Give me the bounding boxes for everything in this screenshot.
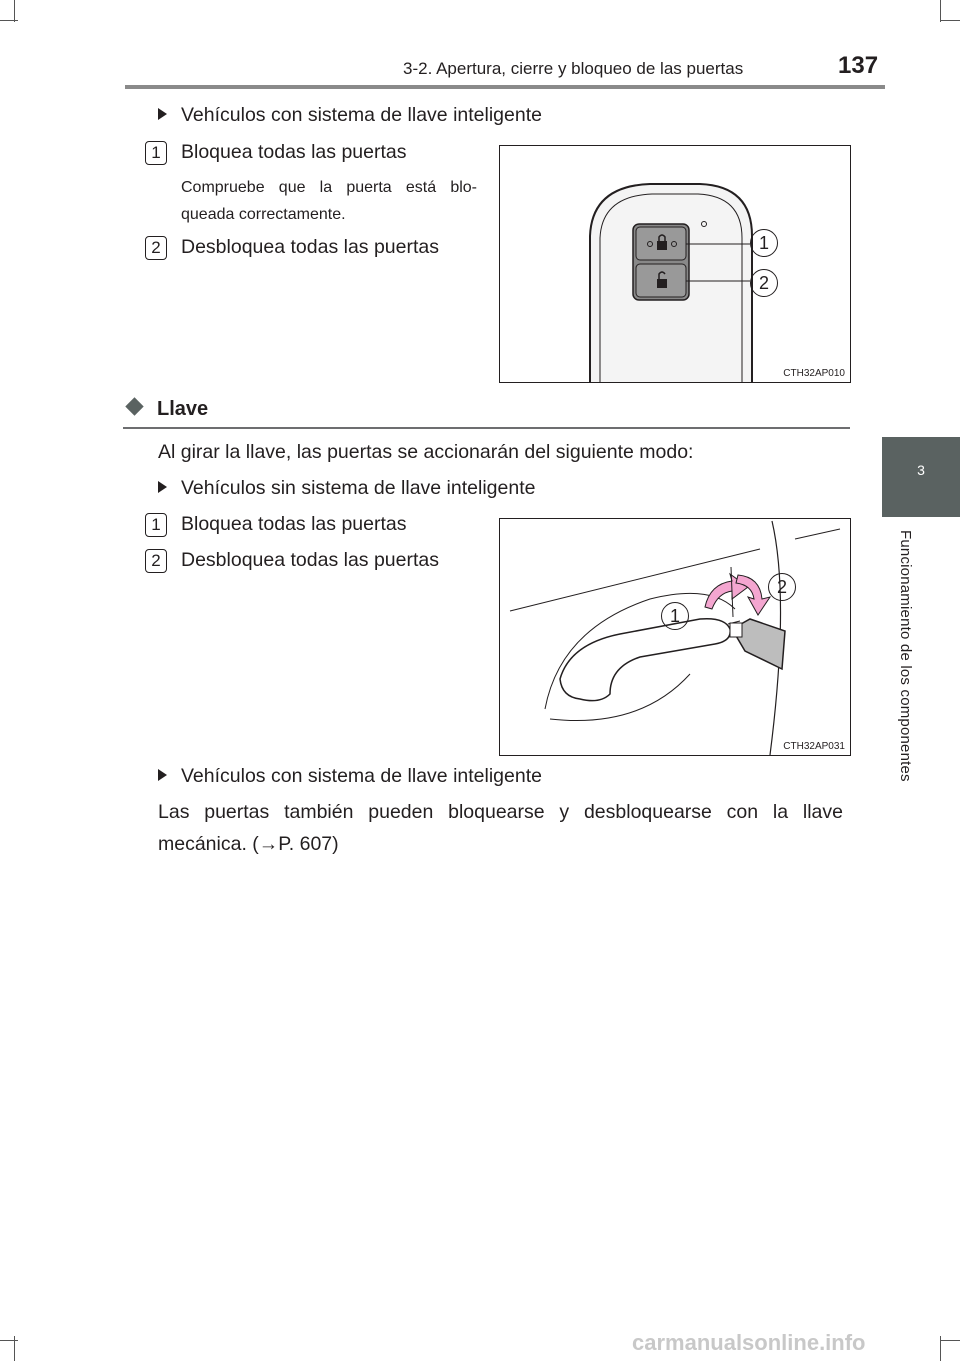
crop-mark: [940, 1340, 960, 1341]
item-text: Desbloquea todas las puertas: [181, 236, 440, 258]
page-number: 137: [838, 52, 879, 79]
door-handle-illustration: [500, 519, 850, 755]
item-text: Bloquea todas las puertas: [181, 141, 407, 163]
chapter-tab: [882, 437, 960, 517]
header-rule: [125, 85, 885, 89]
callout-1: 1: [661, 602, 689, 630]
smart-key-illustration: [500, 146, 850, 382]
item-text: Desbloquea todas las puertas: [181, 549, 440, 571]
subheading-smart-key: Vehículos con sistema de llave inteligente: [158, 104, 542, 127]
section-title-llave: Llave: [128, 398, 208, 421]
watermark: carmanualsonline.info: [632, 1330, 866, 1355]
list-item: [145, 141, 407, 165]
subheading-smart-key-2: Vehículos con sistema de llave inteligente: [158, 765, 542, 788]
section-rule: [123, 427, 850, 429]
callout-2: 2: [768, 573, 796, 601]
chapter-number: 3: [917, 462, 925, 478]
figure-smart-key: [499, 145, 851, 383]
list-item: [145, 236, 439, 260]
item-number: 1: [145, 141, 167, 165]
crop-mark: [940, 0, 941, 22]
item-text: Bloquea todas las puertas: [181, 513, 407, 535]
intro-text: Al girar la llave, las puertas se accionarán del siguiente modo:: [158, 441, 694, 463]
item-number: 2: [145, 549, 167, 573]
item-number: 1: [145, 513, 167, 537]
crop-mark: [14, 0, 15, 22]
list-item: [145, 549, 439, 573]
callout-2: 2: [750, 269, 778, 297]
crop-mark: [0, 1340, 18, 1341]
crop-mark: [0, 20, 18, 21]
figure-door-key: [499, 518, 851, 756]
subheading-no-smart-key: Vehículos sin sistema de llave inteligente: [158, 477, 535, 500]
callout-1: 1: [750, 229, 778, 257]
note-text: Compruebe que la puerta está blo-queada correctamente.: [181, 179, 477, 223]
paragraph-mechanical-key: Las puertas también pueden bloquearse y desbloquearse con la llave mecánica. (→P. 607): [158, 801, 843, 855]
chapter-label: Funcionamiento de los componentes: [897, 530, 914, 782]
list-item: [145, 513, 407, 537]
item-number: 2: [145, 236, 167, 260]
figure-code: CTH32AP031: [783, 741, 845, 752]
crop-mark: [940, 20, 960, 21]
figure-code: CTH32AP010: [783, 368, 845, 379]
header-title: 3-2. Apertura, cierre y bloqueo de las puertas: [403, 59, 744, 78]
